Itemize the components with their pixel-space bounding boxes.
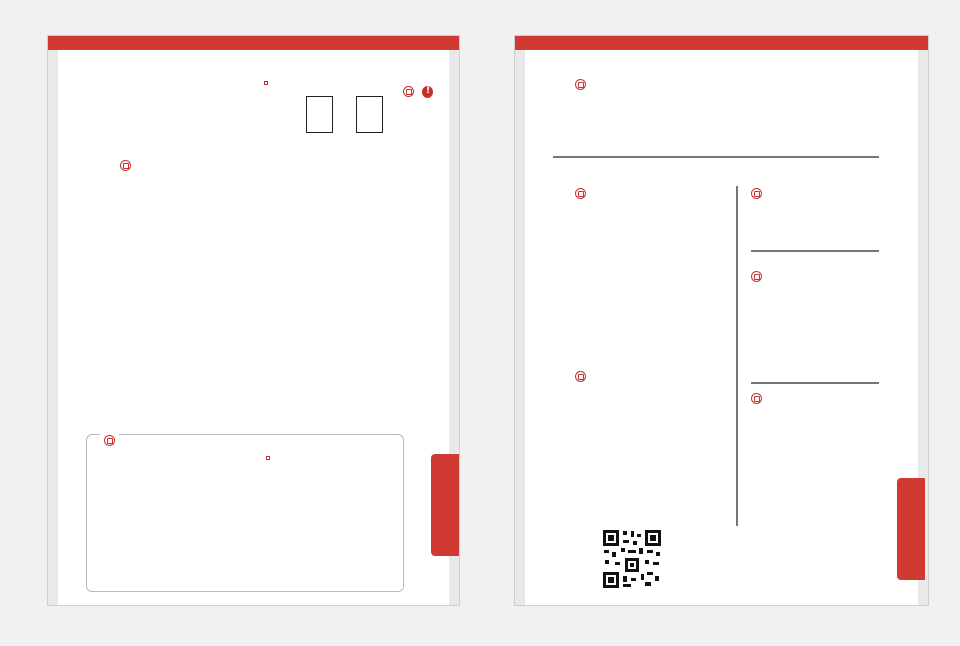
left-gray-strip [48,50,58,605]
stamp-icon [120,160,131,171]
takeout-box[interactable] [356,96,383,133]
recommend-badge [403,81,414,100]
stamp-icon [751,188,762,199]
exclamation-icon [422,86,433,98]
divider [553,156,879,158]
limited-badge [422,81,433,100]
back-page-tab[interactable] [897,478,925,580]
table-number-box[interactable] [306,96,333,133]
back-page-tab[interactable] [431,454,459,556]
divider [751,250,879,252]
stamp-icon [751,393,762,404]
stamp-icon [575,188,586,199]
qr-code[interactable] [601,528,663,590]
top-red-bar [48,36,459,50]
qr-code-icon [601,528,663,590]
menu-page-back [514,35,929,606]
section-title-dessert [751,181,762,203]
sets-tag [266,456,270,460]
top-red-bar [515,36,928,50]
stamp-icon [575,371,586,382]
left-gray-strip [515,50,525,605]
stamp-icon [104,435,115,446]
logo-stamp [264,81,268,85]
section-title-famous [575,181,586,203]
vertical-divider [736,186,738,526]
stamp-icon [751,271,762,282]
section-title-bowls [120,153,131,175]
section-title-drinks [751,264,762,286]
stamp-icon [403,86,414,97]
sets-panel [86,434,404,592]
section-title-ramen [575,72,586,94]
section-title-soft [751,388,762,408]
section-title-sets [100,428,119,450]
menu-page-front [47,35,460,606]
section-title-single [575,364,586,386]
divider [751,382,879,384]
stamp-icon [575,79,586,90]
